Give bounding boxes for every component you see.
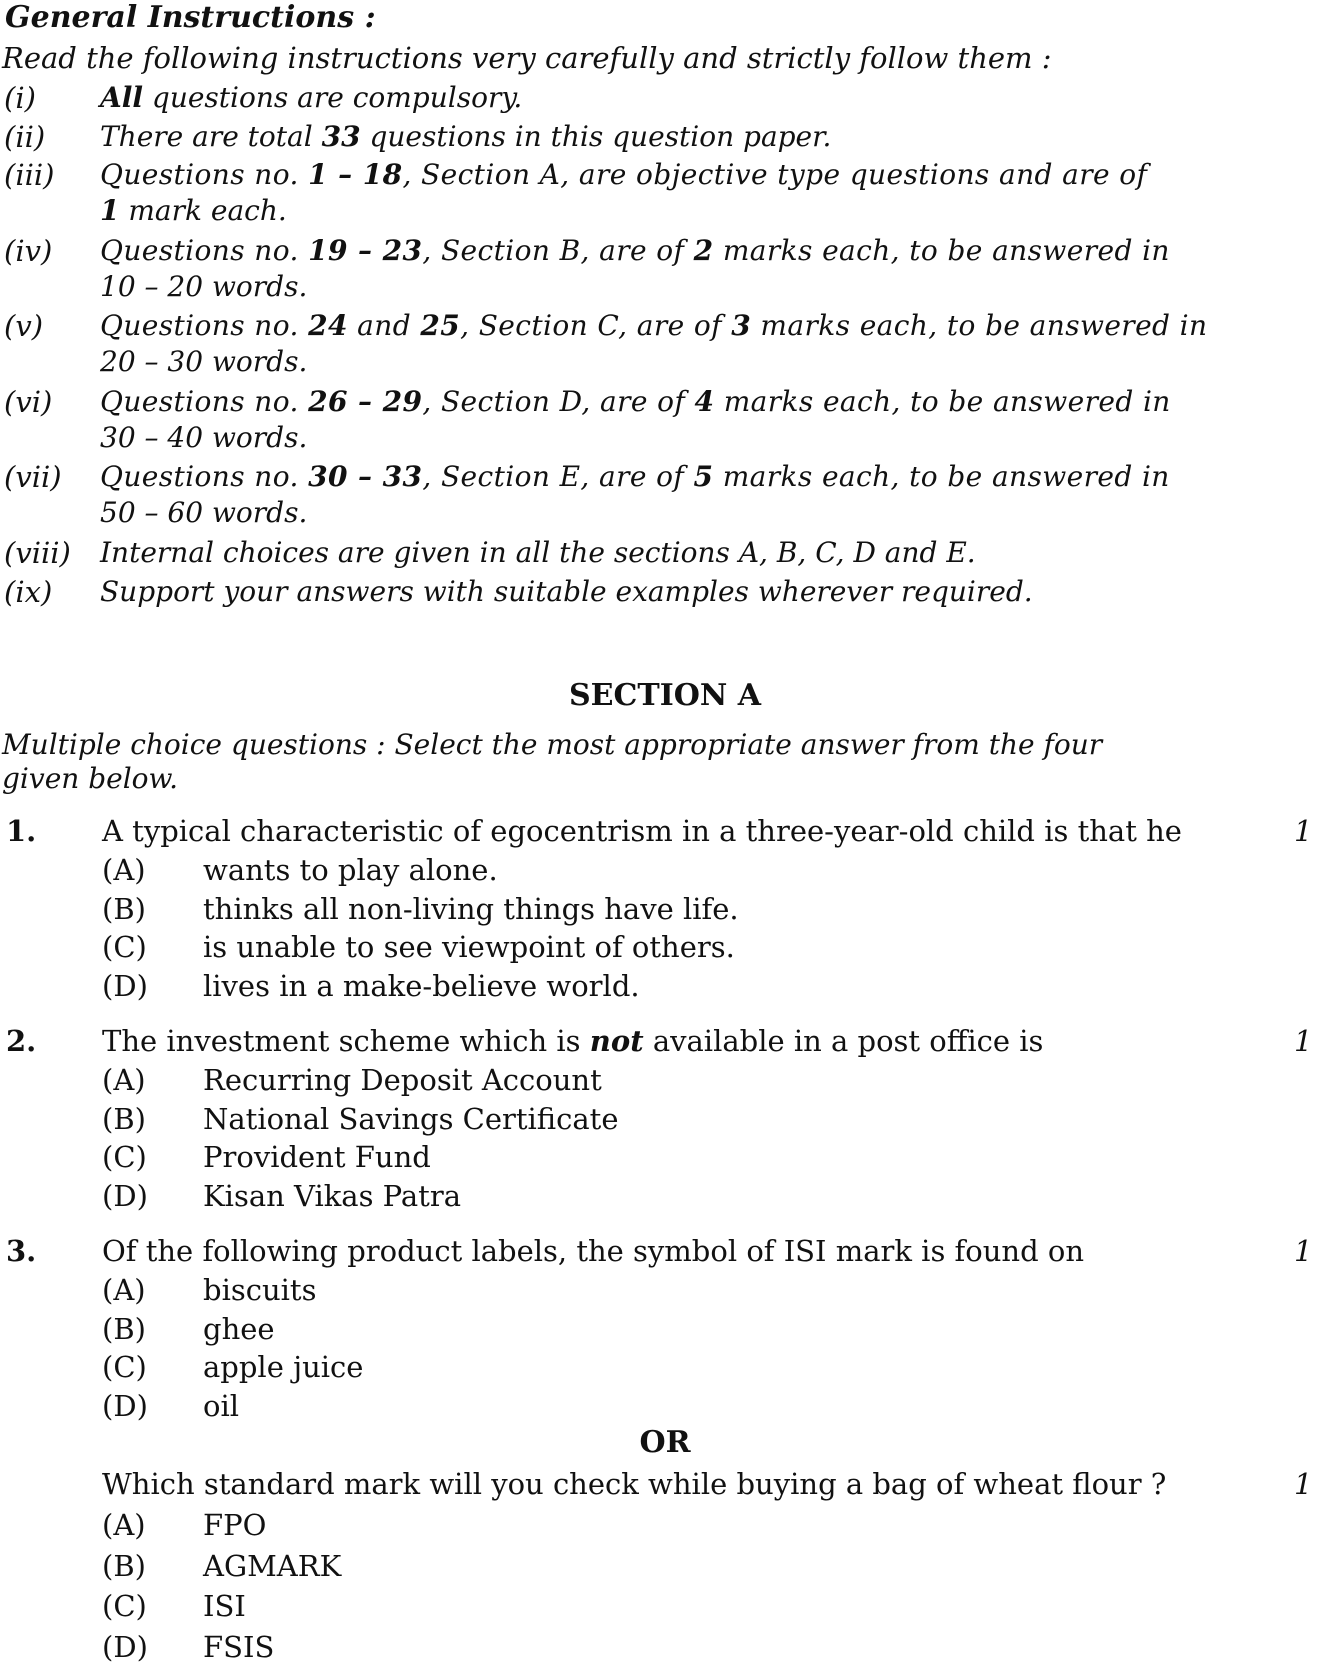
question-marks: 1 bbox=[1294, 1234, 1313, 1268]
text-run: marks each, to be answered in bbox=[751, 309, 1208, 342]
instructions-intro: Read the following instructions very carefully and strictly follow them : bbox=[2, 41, 1052, 75]
instruction-text-line1 bbox=[100, 459, 1170, 495]
instruction-number: (ix) bbox=[4, 575, 53, 609]
text-run: Questions no. bbox=[100, 385, 309, 418]
instruction-text bbox=[100, 574, 1033, 610]
question-marks: 1 bbox=[1294, 1024, 1313, 1058]
text-run: 10 – 20 words. bbox=[100, 270, 308, 303]
option-label: (D) bbox=[102, 1629, 148, 1664]
text-run: Support your answers with suitable examples wherever required. bbox=[100, 575, 1033, 608]
emphasis-text: 1 bbox=[100, 194, 120, 227]
instruction-number: (i) bbox=[4, 81, 36, 115]
option-text: is unable to see viewpoint of others. bbox=[203, 930, 735, 964]
text-run: The investment scheme which is bbox=[102, 1024, 590, 1058]
option-label: (B) bbox=[102, 1311, 146, 1346]
option-label: (C) bbox=[102, 930, 147, 964]
question-text bbox=[102, 1023, 1043, 1059]
option-label: (C) bbox=[102, 1350, 147, 1384]
question-number: 3. bbox=[6, 1234, 37, 1268]
text-run: Questions no. bbox=[100, 158, 309, 191]
text-run: marks each, to be answered in bbox=[713, 234, 1170, 267]
text-run: available in a post office is bbox=[643, 1024, 1044, 1058]
instruction-text-line2 bbox=[100, 193, 287, 229]
option-text: National Savings Certificate bbox=[203, 1101, 619, 1136]
emphasis-text: All bbox=[100, 81, 143, 114]
text-run: A typical characteristic of egocentrism in a three-year-old child is that he bbox=[102, 814, 1182, 848]
text-run: Internal choices are given in all the sections A, B, C, D and E. bbox=[100, 536, 976, 569]
question-number: 2. bbox=[6, 1024, 37, 1058]
instruction-text bbox=[100, 80, 522, 116]
text-run: Questions no. bbox=[100, 460, 309, 493]
text-run: and bbox=[347, 309, 421, 342]
question-text bbox=[102, 813, 1182, 849]
option-label: (D) bbox=[102, 1388, 148, 1423]
text-run: Questions no. bbox=[100, 309, 309, 342]
emphasis-text: 1 – 18 bbox=[308, 158, 403, 191]
instruction-text-line1 bbox=[100, 157, 1147, 193]
text-run: , Section C, are of bbox=[460, 309, 732, 342]
text-run: Of the following product labels, the symbol of ISI mark is found on bbox=[102, 1234, 1085, 1268]
instruction-text bbox=[100, 119, 831, 155]
option-text: Provident Fund bbox=[203, 1140, 431, 1174]
question-text bbox=[102, 1233, 1084, 1269]
text-run: 30 – 40 words. bbox=[100, 421, 308, 454]
section-title: SECTION A bbox=[568, 678, 762, 713]
emphasis-text: 25 bbox=[420, 309, 461, 342]
instruction-text-line1 bbox=[100, 308, 1207, 344]
emphasis-text: 4 bbox=[694, 385, 715, 418]
text-run: 50 – 60 words. bbox=[100, 496, 308, 529]
option-label: (B) bbox=[102, 891, 146, 926]
section-intro-line2: given below. bbox=[2, 762, 179, 795]
option-text: Recurring Deposit Account bbox=[203, 1063, 602, 1097]
instruction-number: (iii) bbox=[4, 158, 55, 192]
option-text: ghee bbox=[203, 1311, 275, 1346]
instruction-text-line2 bbox=[100, 495, 307, 531]
emphasis-text: 19 – 23 bbox=[308, 234, 423, 267]
option-label: (B) bbox=[102, 1101, 146, 1136]
option-text: apple juice bbox=[203, 1350, 364, 1384]
instruction-text-line2 bbox=[100, 344, 307, 380]
instruction-number: (ii) bbox=[4, 120, 46, 154]
instruction-number: (vi) bbox=[4, 385, 53, 419]
text-run: marks each, to be answered in bbox=[714, 385, 1171, 418]
emphasis-text: 26 – 29 bbox=[308, 385, 423, 418]
emphasis-text: 33 bbox=[321, 120, 361, 153]
instruction-text-line2 bbox=[100, 269, 307, 305]
instructions-title: General Instructions : bbox=[5, 0, 376, 35]
option-text: FPO bbox=[203, 1508, 267, 1542]
text-run: , Section A, are objective type questions and are of bbox=[402, 158, 1148, 191]
text-run: questions are compulsory. bbox=[143, 81, 523, 114]
text-run: , Section D, are of bbox=[422, 385, 695, 418]
emphasis-text: not bbox=[589, 1024, 644, 1058]
option-text: wants to play alone. bbox=[203, 853, 498, 887]
or-divider: OR bbox=[639, 1425, 691, 1460]
instruction-number: (vii) bbox=[4, 460, 62, 494]
option-label: (A) bbox=[102, 1508, 146, 1542]
option-label: (D) bbox=[102, 968, 148, 1003]
text-run: mark each. bbox=[119, 194, 287, 227]
option-label: (A) bbox=[102, 1273, 146, 1307]
option-text: AGMARK bbox=[203, 1548, 342, 1583]
instruction-number: (v) bbox=[4, 309, 44, 343]
instruction-text bbox=[100, 535, 976, 571]
section-intro-line1: Multiple choice questions : Select the most appropriate answer from the four bbox=[2, 728, 1103, 761]
option-label: (C) bbox=[102, 1140, 147, 1174]
option-text: Kisan Vikas Patra bbox=[203, 1178, 461, 1213]
instruction-text-line1 bbox=[100, 384, 1171, 420]
option-label: (C) bbox=[102, 1589, 147, 1623]
alt-question-marks: 1 bbox=[1294, 1467, 1313, 1501]
question-marks: 1 bbox=[1294, 814, 1313, 848]
instruction-text-line1 bbox=[100, 233, 1170, 269]
option-text: lives in a make-believe world. bbox=[203, 968, 640, 1003]
option-text: biscuits bbox=[203, 1273, 317, 1307]
option-label: (A) bbox=[102, 1063, 146, 1097]
question-number: 1. bbox=[6, 814, 37, 848]
option-text: thinks all non-living things have life. bbox=[203, 891, 739, 926]
text-run: questions in this question paper. bbox=[360, 120, 832, 153]
instruction-number: (iv) bbox=[4, 234, 53, 268]
emphasis-text: 3 bbox=[731, 309, 752, 342]
option-label: (A) bbox=[102, 853, 146, 887]
instruction-text-line2 bbox=[100, 420, 307, 456]
emphasis-text: 2 bbox=[693, 234, 714, 267]
text-run: There are total bbox=[100, 120, 322, 153]
text-run: Questions no. bbox=[100, 234, 309, 267]
alt-question-text: Which standard mark will you check while buying a bag of wheat flour ? bbox=[102, 1467, 1167, 1501]
instruction-number: (viii) bbox=[4, 536, 71, 570]
option-text: FSIS bbox=[203, 1629, 275, 1664]
text-run: 20 – 30 words. bbox=[100, 345, 308, 378]
emphasis-text: 30 – 33 bbox=[308, 460, 423, 493]
emphasis-text: 5 bbox=[693, 460, 714, 493]
option-label: (D) bbox=[102, 1178, 148, 1213]
text-run: , Section E, are of bbox=[422, 460, 694, 493]
option-text: ISI bbox=[203, 1589, 246, 1623]
option-text: oil bbox=[203, 1388, 240, 1423]
text-run: , Section B, are of bbox=[422, 234, 694, 267]
option-label: (B) bbox=[102, 1548, 146, 1583]
text-run: marks each, to be answered in bbox=[713, 460, 1170, 493]
emphasis-text: 24 bbox=[308, 309, 348, 342]
